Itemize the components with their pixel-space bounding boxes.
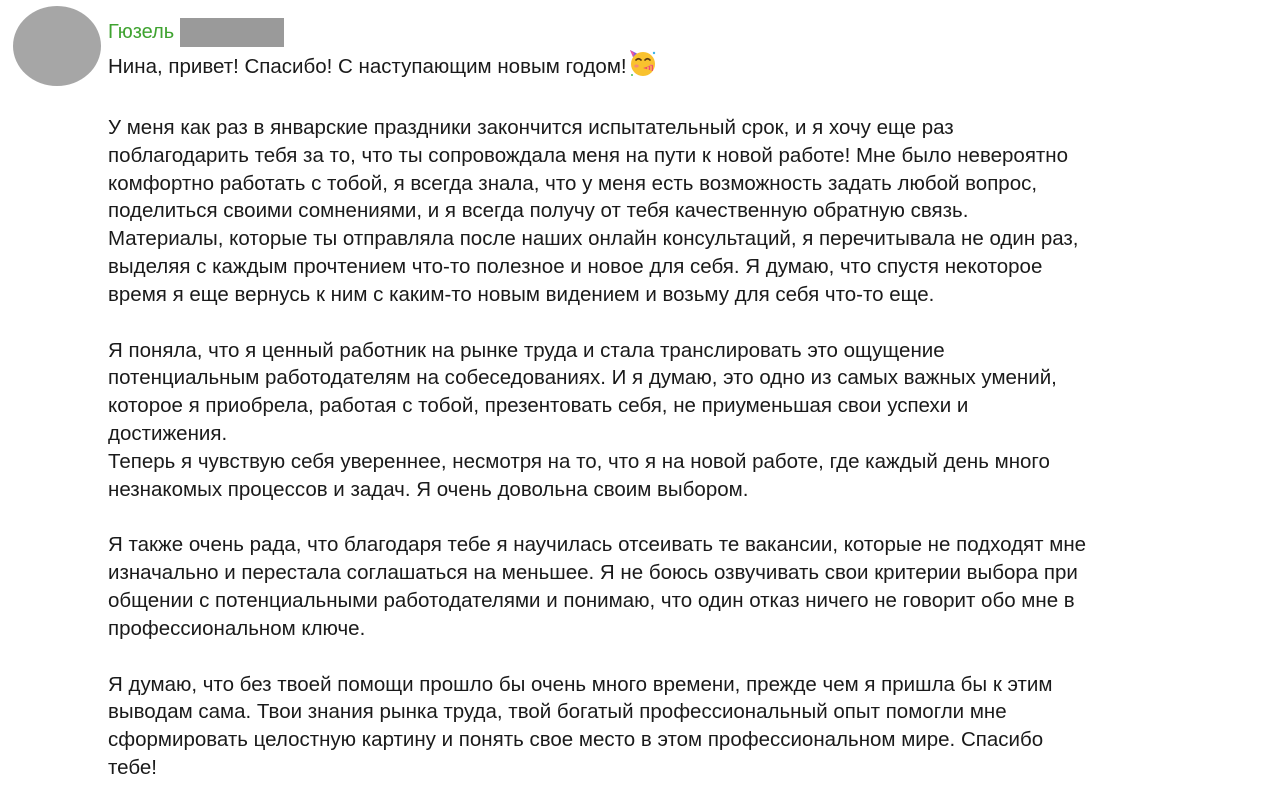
message-line: Материалы, которые ты отправляла после наших онлайн консультаций, я перечитывала не один раз,	[108, 227, 1079, 251]
message-line: выделяя с каждым прочтением что-то полезное и новое для себя. Я думаю, что спустя некоторое	[108, 254, 1043, 278]
message-line: которое я приобрела, работая с тобой, презентовать себя, не приуменьшая свои успехи и	[108, 394, 969, 418]
message-line: сформировать целостную картину и понять свое место в этом профессиональном мире. Спасибо	[108, 728, 1044, 752]
message-paragraph-4	[108, 671, 1268, 782]
message-header	[108, 18, 1268, 46]
message-line: незнакомых процессов и задач. Я очень довольна своим выбором.	[108, 477, 749, 501]
message-paragraph-2	[108, 337, 1268, 504]
message-paragraph-1	[108, 114, 1268, 309]
message-line: тебе!	[108, 755, 157, 779]
message-line: достижения.	[108, 421, 228, 445]
sender-name[interactable]: Гюзель	[108, 21, 175, 43]
avatar[interactable]	[13, 6, 101, 86]
message-line: время я еще вернусь к ним с каким-то новым видением и возьму для себя что-то еще.	[108, 282, 935, 306]
message-line: Я думаю, что без твоей помощи прошло бы очень много времени, прежде чем я пришла бы к этим	[108, 672, 1053, 696]
message-line: профессиональном ключе.	[108, 616, 366, 640]
message-line: Я также очень рада, что благодаря тебе я научилась отсеивать те вакансии, которые не подходят мне	[108, 533, 1087, 557]
message-line: потенциальным работодателям на собеседованиях. И я думаю, это одно из самых важных умений,	[108, 366, 1057, 390]
message-line: поделиться своими сомнениями, и я всегда получу от тебя качественную обратную связь.	[108, 199, 969, 223]
redacted-surname	[180, 18, 284, 47]
message-line: изначально и перестала соглашаться на меньшее. Я не боюсь озвучивать свои критерии выбора при	[108, 561, 1078, 585]
message	[108, 18, 1268, 782]
message-line: общении с потенциальными работодателями и понимаю, что один отказ ничего не говорит обо мне в	[108, 588, 1075, 612]
message-line: поблагодарить тебя за то, что ты сопровождала меня на пути к новой работе! Мне было невероятно	[108, 143, 1069, 167]
greeting-text: Нина, привет! Спасибо! С наступающим новым годом!	[108, 55, 627, 78]
greeting-line	[108, 48, 1268, 86]
message-line: Я поняла, что я ценный работник на рынке труда и стала транслировать это ощущение	[108, 338, 945, 362]
message-paragraph-3	[108, 531, 1268, 642]
message-line: комфортно работать с тобой, я всегда знала, что у меня есть возможность задать любой вопрос,	[108, 171, 1038, 195]
partying-face-icon	[628, 48, 658, 86]
message-line: У меня как раз в январские праздники закончится испытательный срок, и я хочу еще раз	[108, 116, 954, 139]
message-line: Теперь я чувствую себя увереннее, несмотря на то, что я на новой работе, где каждый день много	[108, 449, 1050, 473]
message-line: выводам сама. Твои знания рынка труда, твой богатый профессиональный опыт помогли мне	[108, 700, 1007, 724]
